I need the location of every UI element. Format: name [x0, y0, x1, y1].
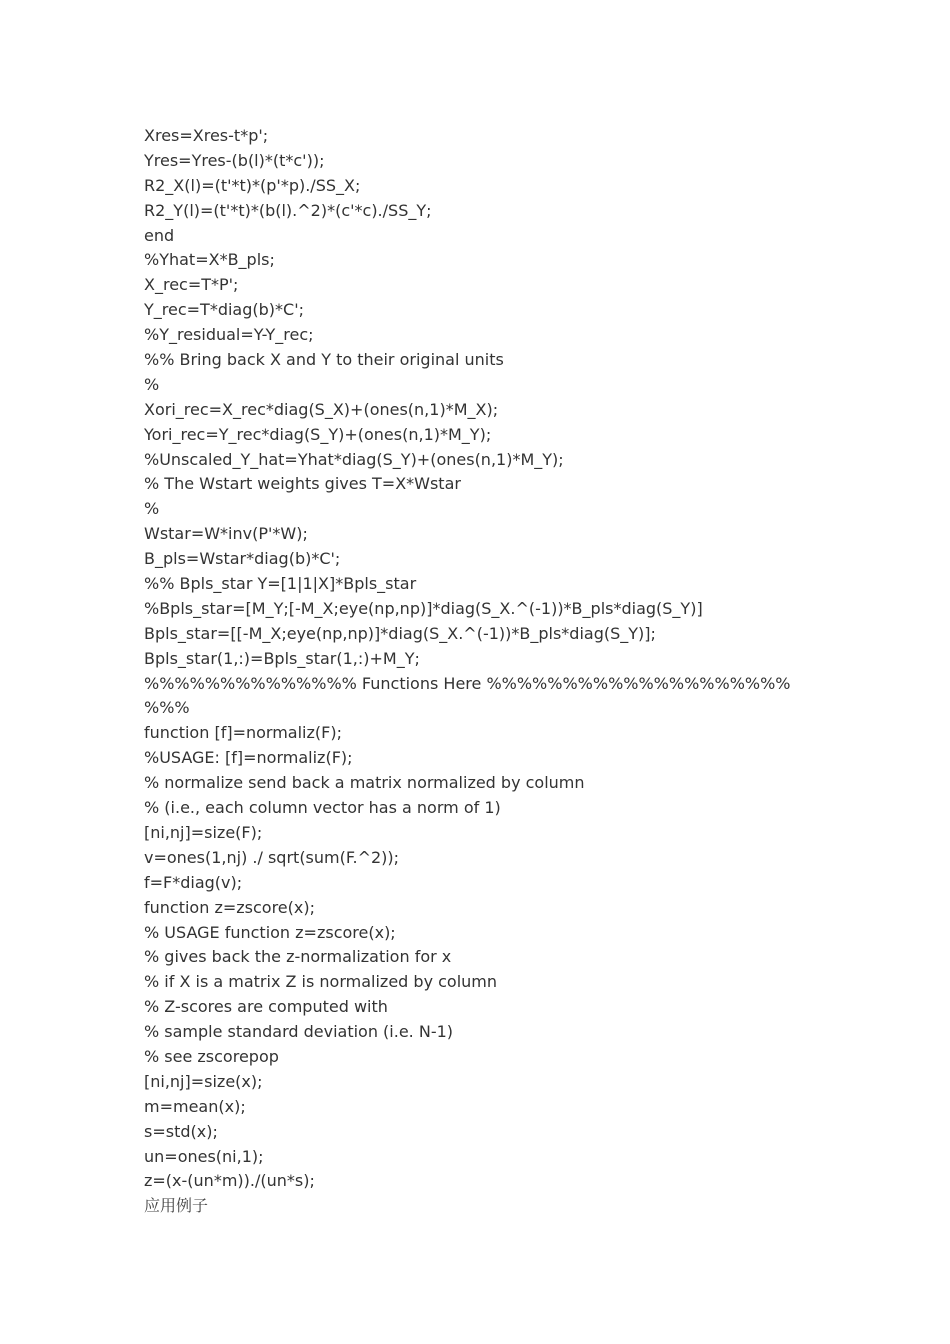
code-line: %%% — [144, 698, 190, 718]
code-line: v=ones(1,nj) ./ sqrt(sum(F.^2)); — [144, 847, 400, 867]
code-line: un=ones(ni,1); — [144, 1146, 264, 1166]
code-line: % Z-scores are computed with — [144, 997, 388, 1017]
code-line: %Unscaled_Y_hat=Yhat*diag(S_Y)+(ones(n,1)*M_Y); — [144, 449, 564, 469]
code-line: %Bpls_star=[M_Y;[-M_X;eye(np,np)]*diag(S_X.^(-1))*B_pls*diag(S_Y)] — [144, 598, 703, 618]
code-line: end — [144, 225, 175, 245]
code-line: R2_X(l)=(t'*t)*(p'*p)./SS_X; — [144, 175, 361, 195]
code-line: % (i.e., each column vector has a norm of 1) — [144, 798, 501, 818]
code-line: [ni,nj]=size(F); — [144, 822, 263, 842]
code-line: % if X is a matrix Z is normalized by column — [144, 972, 498, 992]
code-line: Yres=Yres-(b(l)*(t*c')); — [144, 150, 325, 170]
code-line: Bpls_star=[[-M_X;eye(np,np)]*diag(S_X.^(-1))*B_pls*diag(S_Y)]; — [144, 623, 656, 643]
code-listing — [144, 124, 844, 1219]
code-line: Xres=Xres-t*p'; — [144, 126, 269, 145]
code-line: %% Bpls_star Y=[1|1|X]*Bpls_star — [144, 574, 417, 594]
code-line: % normalize send back a matrix normalized by column — [144, 773, 585, 793]
code-line: %%%%%%%%%%%%%% Functions Here %%%%%%%%%%%%%%%%%%%% — [144, 673, 791, 693]
code-line: [ni,nj]=size(x); — [144, 1071, 263, 1091]
code-line: s=std(x); — [144, 1121, 218, 1141]
code-line: % see zscorepop — [144, 1046, 279, 1066]
code-line: Wstar=W*inv(P'*W); — [144, 524, 308, 544]
code-line: % The Wstart weights gives T=X*Wstar — [144, 474, 461, 494]
code-line: f=F*diag(v); — [144, 872, 243, 892]
code-line: R2_Y(l)=(t'*t)*(b(l).^2)*(c'*c)./SS_Y; — [144, 200, 432, 220]
code-line: %Yhat=X*B_pls; — [144, 250, 275, 270]
code-line: m=mean(x); — [144, 1096, 246, 1116]
code-line: % gives back the z-normalization for x — [144, 947, 452, 967]
code-line: Yori_rec=Y_rec*diag(S_Y)+(ones(n,1)*M_Y); — [144, 424, 492, 444]
code-line: %Y_residual=Y-Y_rec; — [144, 325, 314, 345]
code-line: B_pls=Wstar*diag(b)*C'; — [144, 549, 341, 569]
code-line: % — [144, 374, 160, 394]
section-label: 应用例子 — [144, 1196, 209, 1216]
code-line: function z=zscore(x); — [144, 897, 315, 917]
code-line: X_rec=T*P'; — [144, 275, 239, 295]
code-line: z=(x-(un*m))./(un*s); — [144, 1171, 315, 1191]
code-line: %USAGE: [f]=normaliz(F); — [144, 748, 353, 768]
code-line: Y_rec=T*diag(b)*C'; — [144, 300, 304, 320]
code-line: function [f]=normaliz(F); — [144, 723, 342, 743]
code-line: Xori_rec=X_rec*diag(S_X)+(ones(n,1)*M_X); — [144, 399, 499, 419]
code-line: % USAGE function z=zscore(x); — [144, 922, 396, 942]
code-line: Bpls_star(1,:)=Bpls_star(1,:)+M_Y; — [144, 648, 420, 668]
code-line: % sample standard deviation (i.e. N-1) — [144, 1022, 454, 1042]
code-line: %% Bring back X and Y to their original units — [144, 350, 504, 370]
code-line: % — [144, 499, 160, 519]
